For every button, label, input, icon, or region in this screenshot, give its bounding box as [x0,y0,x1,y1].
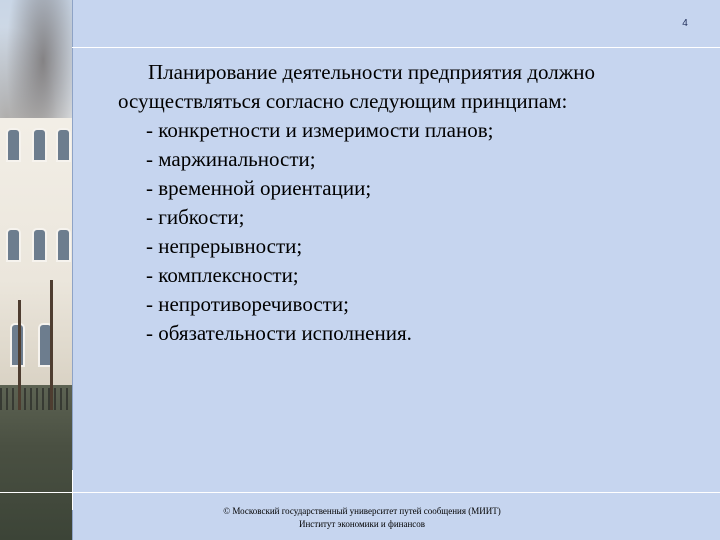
list-item: - комплексности; [146,263,299,287]
window [32,228,47,262]
list-item: - временной ориентации; [146,176,372,200]
list-item: - маржинальности; [146,147,316,171]
window [6,128,21,162]
list-item: - обязательности исполнения. [146,321,412,345]
footer [172,505,552,531]
window [6,228,21,262]
frame-top-line [72,47,720,48]
intro-paragraph: Планирование деятельности предприятия должно осуществляться согласно следующим принципам: [118,60,595,113]
principles-list [118,116,678,348]
list-item: - конкретности и измеримости планов; [146,118,494,142]
frame-bottom-tick [72,470,73,510]
frame-vertical-line [72,0,73,540]
list-item: - непротиворечивости; [146,292,349,316]
window [32,128,47,162]
building-photo [0,0,72,540]
list-item: - непрерывности; [146,234,303,258]
tree-trunk [50,280,53,410]
window [56,228,71,262]
building-facade [0,118,72,388]
fence [0,388,72,410]
tree-trunk [18,300,21,410]
footer-institute: Институт экономики и финансов [298,519,426,529]
footer-university: © Московский государственный университет путей сообщения (МИИТ) [223,506,501,516]
page-number: 4 [682,18,688,29]
window [56,128,71,162]
slide-body [118,58,678,348]
list-item: - гибкости; [146,205,245,229]
frame-bottom-line [0,492,720,493]
